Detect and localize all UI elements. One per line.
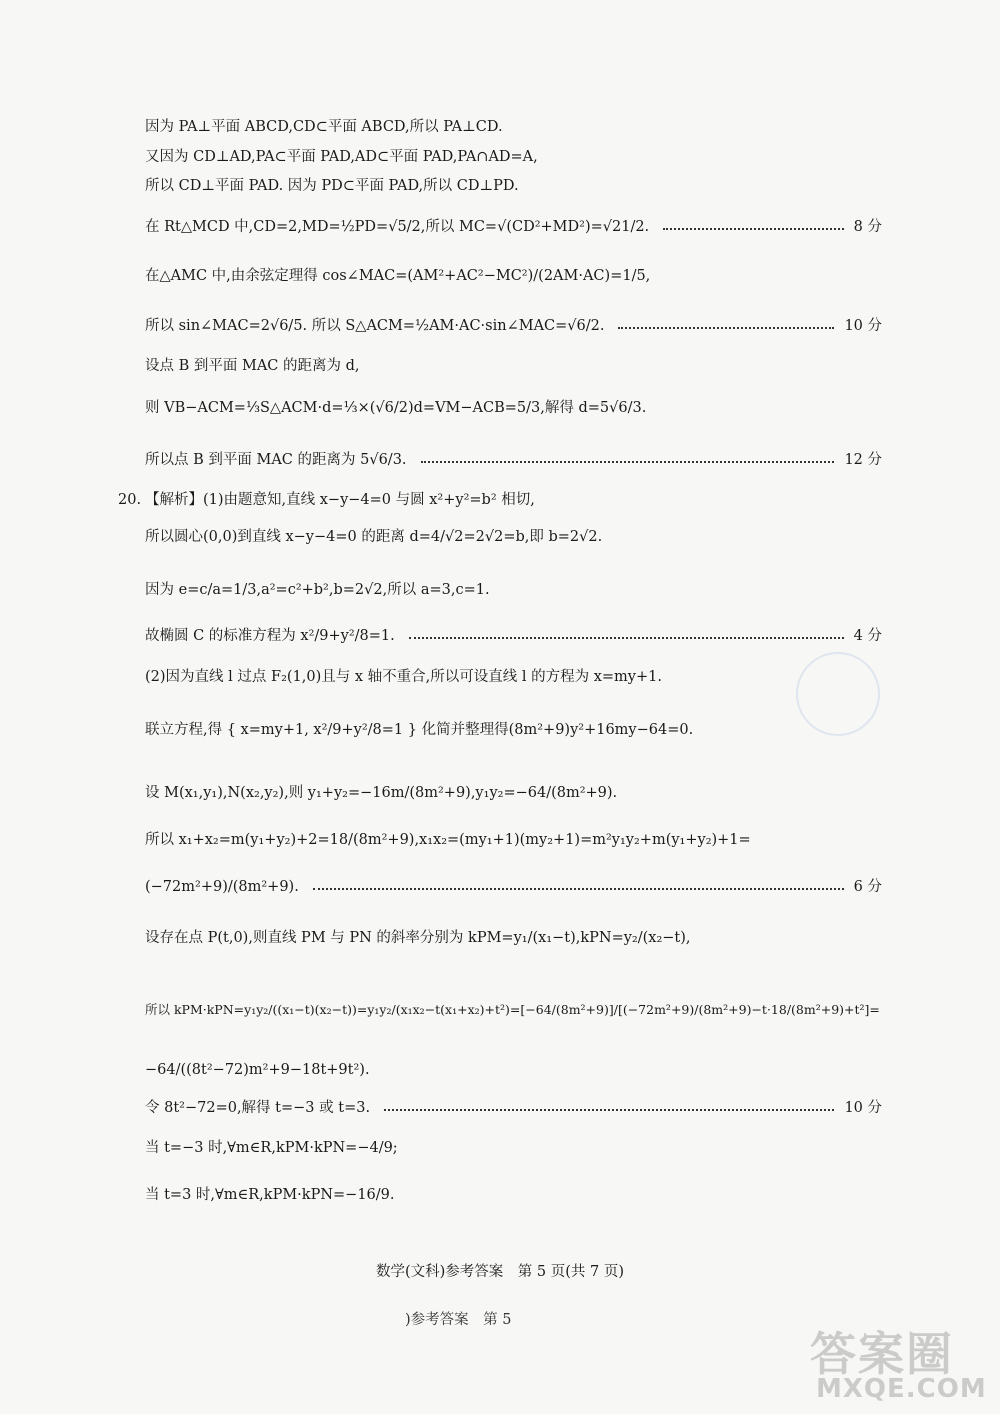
line-text: (2)因为直线 l 过点 F₂(1,0)且与 x 轴不重合,所以可设直线 l 的方程为 x=my+1. [145, 669, 662, 685]
text-line [145, 720, 882, 740]
text-line [145, 217, 882, 237]
line-text: 所以圆心(0,0)到直线 x−y−4=0 的距离 d=4/√2=2√2=b,即 b=2√2. [145, 529, 603, 545]
question-number: 20. [118, 492, 142, 508]
text-line [145, 450, 882, 470]
line-text: 设点 B 到平面 MAC 的距离为 d, [145, 358, 360, 374]
text-line [145, 176, 882, 196]
line-text: 所以 CD⊥平面 PAD. 因为 PD⊂平面 PAD,所以 CD⊥PD. [145, 178, 519, 194]
line-text: 则 VB−ACM=⅓S△ACM·d=⅓×(√6/2)d=VM−ACB=5/3,解得 d=5√6/3. [145, 400, 647, 416]
watermark-logo-text: 答案圈 [810, 1327, 954, 1381]
page-footer: 数学(文科)参考答案 第 5 页(共 7 页) [375, 1264, 624, 1280]
text-line [145, 1185, 882, 1205]
score-label: 8 分 [853, 219, 882, 235]
text-line [145, 830, 882, 850]
line-text: 所以 x₁+x₂=m(y₁+y₂)+2=18/(8m²+9),x₁x₂=(my₁+1)(my₂+1)=m²y₁y₂+m(y₁+y₂)+1= [145, 832, 751, 848]
text-line [145, 580, 882, 600]
line-text: 设存在点 P(t,0),则直线 PM 与 PN 的斜率分别为 kPM=y₁/(x₁−t),kPN=y₂/(x₂−t), [145, 930, 691, 946]
line-text: −64/((8t²−72)m²+9−18t+9t²). [145, 1062, 370, 1078]
faint-stamp-watermark [796, 652, 880, 736]
line-text: (−72m²+9)/(8m²+9). [145, 879, 299, 895]
score-label: 12 分 [844, 452, 882, 468]
text-line [145, 783, 882, 803]
leader-dots [384, 1109, 834, 1111]
watermark-logo [810, 1318, 990, 1408]
line-text: 所以 kPM·kPN=y₁y₂/((x₁−t)(x₂−t))=y₁y₂/(x₁x₂−t(x₁+x₂)+t²)=[−64/(8m²+9)]/[(−72m²+9)/(8m²+9)−t·18/(8m²+9)+t²]= [145, 1002, 880, 1017]
text-line [145, 1060, 882, 1080]
line-text: 故椭圆 C 的标准方程为 x²/9+y²/8=1. [145, 628, 395, 644]
text-line [145, 356, 882, 376]
score-label: 10 分 [844, 318, 882, 334]
score-label: 4 分 [853, 628, 882, 644]
line-text: 【解析】(1)由题意知,直线 x−y−4=0 与圆 x²+y²=b² 相切, [145, 492, 535, 508]
text-line [145, 398, 882, 418]
text-line [145, 117, 882, 137]
line-text: 因为 e=c/a=1/3,a²=c²+b²,b=2√2,所以 a=3,c=1. [145, 582, 490, 598]
line-text: 在 Rt△MCD 中,CD=2,MD=½PD=√5/2,所以 MC=√(CD²+MD²)=√21/2. [145, 219, 650, 235]
line-text: 因为 PA⊥平面 ABCD,CD⊂平面 ABCD,所以 PA⊥CD. [145, 119, 503, 135]
text-line [145, 316, 882, 336]
line-text: 又因为 CD⊥AD,PA⊂平面 PAD,AD⊂平面 PAD,PA∩AD=A, [145, 149, 538, 165]
watermark-logo-url: MXQE.COM [816, 1374, 987, 1404]
leader-dots [421, 461, 835, 463]
text-line [145, 667, 882, 687]
line-text: 在△AMC 中,由余弦定理得 cos∠MAC=(AM²+AC²−MC²)/(2AM·AC)=1/5, [145, 268, 651, 284]
line-text: 当 t=3 时,∀m∈R,kPM·kPN=−16/9. [145, 1187, 395, 1203]
line-text: 令 8t²−72=0,解得 t=−3 或 t=3. [145, 1100, 371, 1116]
text-line [145, 147, 882, 167]
score-label: 6 分 [853, 879, 882, 895]
line-text: 设 M(x₁,y₁),N(x₂,y₂),则 y₁+y₂=−16m/(8m²+9),y₁y₂=−64/(8m²+9). [145, 785, 618, 801]
page-footer-fragment: )参考答案 第 5 [405, 1312, 512, 1328]
leader-dots [618, 327, 834, 329]
text-line [145, 626, 882, 646]
leader-dots [313, 888, 844, 890]
leader-dots [409, 637, 844, 639]
text-line [145, 1098, 882, 1118]
text-line [145, 266, 882, 286]
text-line [145, 1138, 882, 1158]
line-text: 所以 sin∠MAC=2√6/5. 所以 S△ACM=½AM·AC·sin∠MAC=√6/2. [145, 318, 605, 334]
line-text: 所以点 B 到平面 MAC 的距离为 5√6/3. [145, 452, 407, 468]
text-line [145, 928, 882, 948]
score-label: 10 分 [844, 1100, 882, 1116]
line-text: 联立方程,得 { x=my+1, x²/9+y²/8=1 } 化简并整理得(8m²+9)y²+16my−64=0. [145, 722, 694, 738]
text-line [145, 877, 882, 897]
line-text: 当 t=−3 时,∀m∈R,kPM·kPN=−4/9; [145, 1140, 398, 1156]
text-line [145, 490, 882, 510]
text-line [145, 1000, 882, 1020]
text-line [145, 527, 882, 547]
leader-dots [663, 228, 843, 230]
